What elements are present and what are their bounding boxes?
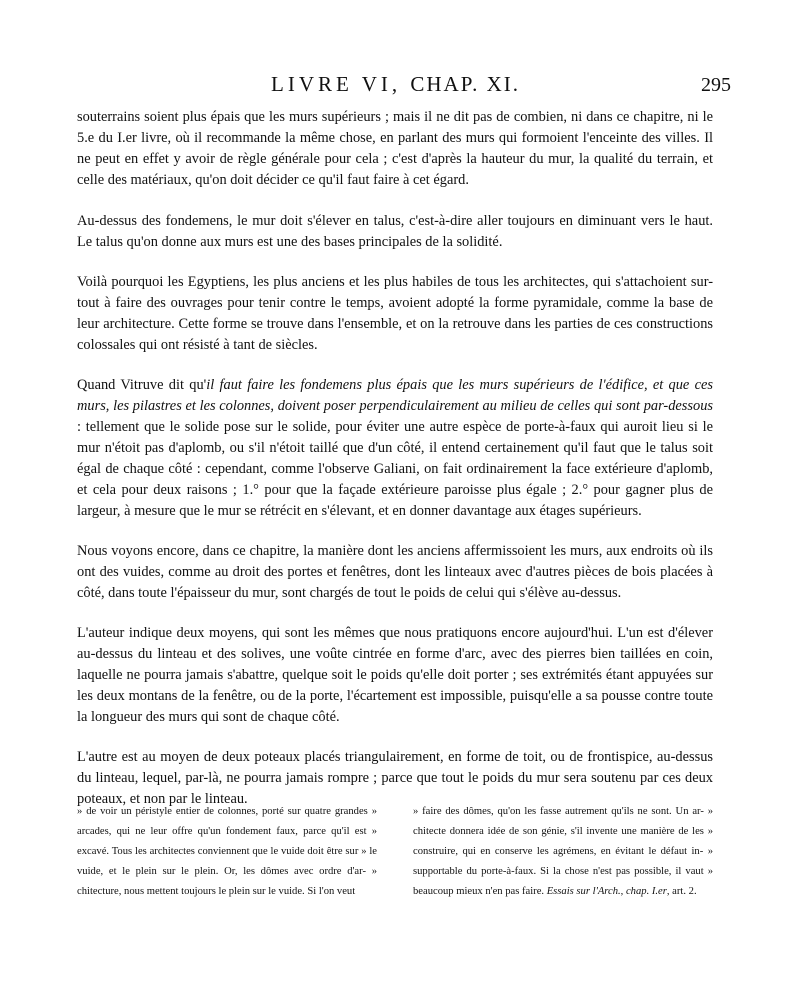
book-title: LIVRE VI, (271, 72, 402, 96)
main-text (77, 107, 713, 829)
paragraph: souterrains soient plus épais que les murs supérieurs ; mais il ne dit pas de combien, ni dans ce chapitre, ni le 5.e du I.er livre, où il recommande la même chose, en parlant des murs qui formoient l'enceinte des villes. Il ne peut en effet y avoir de règle générale pour cela ; c'est d'après la hauteur du mur, la qualité du terrain, et celle des matériaux, qu'on doit décider ce qu'il faut faire à cet égard. (77, 109, 713, 188)
footnote-left-column: » de voir un péristyle entier de colonnes, porté sur quatre grandes » arcades, qui ne leur offre qu'un fondement faux, parce qu'il est » excavé. Tous les architectes conviennent que le vuide doit être sur » le vuide, et le plein sur le plein. Or, les dômes avec ordre d'ar- » chitecture, nous mettent toujours le plein sur le vuide. Si l'on veut (77, 806, 377, 897)
footnote-citation: Essais sur l'Arch., chap. I.er (546, 886, 667, 897)
chapter-title: CHAP. XI. (410, 72, 520, 96)
paragraph (77, 375, 713, 522)
footnotes (77, 802, 713, 902)
paragraph: L'auteur indique deux moyens, qui sont les mêmes que nous pratiquons encore aujourd'hui. L'un est d'élever au-dessus du linteau et des solives, une voûte cintrée en forme d'arc, avec des pierres bien taillées en coin, laquelle ne pourra jamais s'abattre, quelque soit le poids qu'elle doit porter ; ses extrémités étant appuyées sur les deux montans de la fenêtre, ou de la porte, l'écartement est impossible, puisqu'elle a sa pousse contre toute la longueur des murs qui sont de chaque côté. (77, 625, 713, 725)
paragraph: Nous voyons encore, dans ce chapitre, la manière dont les anciens affermissoient les murs, aux endroits où ils ont des vuides, comme au droit des portes et fenêtres, dont les linteaux avec d'autres pièces de bois placées à côté, dans toute l'épaisseur du mur, sont chargés de tout le poids de celui qui s'élève au-dessus. (77, 543, 713, 601)
footnote-right-column (413, 802, 713, 902)
paragraph-rest: : tellement que le solide pose sur le solide, pour éviter une autre espèce de porte-à-faux qui auroit lieu si le mur n'étoit pas d'aplomb, ou s'il n'étoit taillé que d'un côté, il entend certainement qu'il faut que le talus soit égal de chaque côté : cependant, comme l'observe Galiani, on fait ordinairement la face extérieure d'aplomb, et cela pour deux raisons ; 1.° pour que la façade extérieure paroisse plus égale ; 2.° pour gagner plus de largeur, à mesure que le mur se rétrécit en s'élevant, et en donner davantage aux étages supérieurs. (77, 419, 713, 519)
running-title (0, 72, 791, 97)
vitruvius-quote: il faut faire les fondemens plus épais que les murs supérieurs de l'édifice, et que ces murs, les pilastres et les colonnes, doivent poser perpendiculairement au milieu de celles qui sont par-dessous (77, 377, 713, 414)
paragraph: L'autre est au moyen de deux poteaux placés triangulairement, en forme de toit, ou de frontispice, au-dessus du linteau, lequel, par-là, ne pourra jamais rompre ; parce que tout le poids du mur sera soutenu par ces deux poteaux, et non par le linteau. (77, 749, 713, 807)
paragraph: Voilà pourquoi les Egyptiens, les plus anciens et les plus habiles de tous les architectes, qui s'attachoient sur-tout à faire des ouvrages pour tenir contre le temps, avoient adopté la forme pyramidale, comme la base de leur architecture. Cette forme se trouve dans l'ensemble, et on la retrouve dans les parties de ces constructions colossales qui ont résisté à tant de siècles. (77, 274, 713, 353)
page-number: 295 (701, 74, 731, 96)
footnote-citation-tail: , art. 2. (666, 886, 697, 897)
paragraph-lead: Quand Vitruve dit qu' (77, 377, 207, 393)
page-header (0, 70, 791, 100)
paragraph: Au-dessus des fondemens, le mur doit s'élever en talus, c'est-à-dire aller toujours en diminuant vers le haut. Le talus qu'on donne aux murs est une des bases principales de la solidité. (77, 213, 713, 250)
footnote-right-text: » faire des dômes, qu'on les fasse autrement qu'ils ne sont. Un ar- » chitecte donnera idée de son génie, s'il invente une manière de les » construire, qui en conserve les agrémens, en évitant le défaut in- » supportable du porte-à-faux. Si la chose n'est pas possible, il vaut » beaucoup mieux n'en pas faire. (413, 806, 713, 897)
